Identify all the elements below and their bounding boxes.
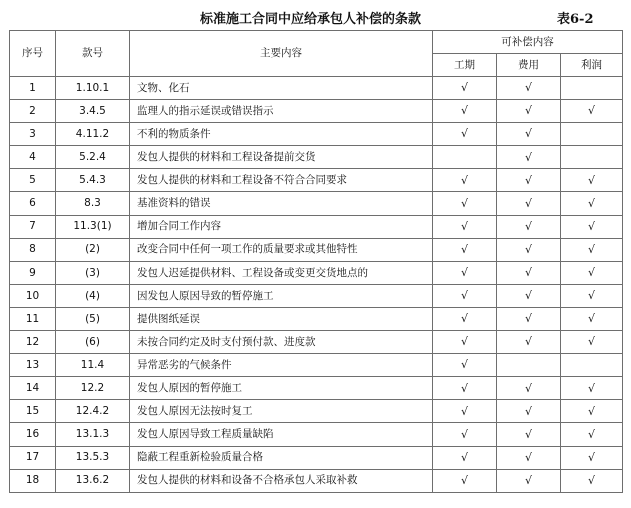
- header-seq: 序号: [10, 31, 56, 77]
- check-mark-icon: √: [588, 242, 596, 256]
- check-mark-icon: √: [524, 404, 532, 418]
- row-clause: 1.10.1: [56, 77, 130, 100]
- row-period-cell: [433, 169, 497, 192]
- check-mark-icon: √: [460, 450, 468, 464]
- check-mark-icon: √: [524, 127, 532, 141]
- row-cost-cell: [497, 238, 561, 261]
- check-mark-icon: √: [460, 242, 468, 256]
- check-mark-icon: √: [524, 173, 532, 187]
- row-period-cell: [433, 469, 497, 492]
- row-seq: 11: [10, 307, 56, 330]
- row-seq: 6: [10, 192, 56, 215]
- row-cost-cell: [497, 146, 561, 169]
- row-cost-cell: [497, 446, 561, 469]
- row-content: 增加合同工作内容: [130, 215, 433, 238]
- row-clause: 5.4.3: [56, 169, 130, 192]
- check-mark-icon: √: [460, 312, 468, 326]
- row-clause: (2): [56, 238, 130, 261]
- row-period-cell: [433, 446, 497, 469]
- row-profit-cell: [561, 377, 623, 400]
- row-clause: (6): [56, 331, 130, 354]
- row-content: 发包人迟延提供材料、工程设备或变更交货地点的: [130, 261, 433, 284]
- check-mark-icon: √: [524, 150, 532, 164]
- row-content: 异常恶劣的气候条件: [130, 354, 433, 377]
- table-row: [10, 77, 623, 100]
- row-period-cell: [433, 377, 497, 400]
- row-period-cell: [433, 307, 497, 330]
- row-seq: 3: [10, 123, 56, 146]
- table-row: [10, 261, 623, 284]
- document-header: [0, 0, 631, 30]
- row-content: 发包人提供的材料和设备不合格承包人采取补救: [130, 469, 433, 492]
- check-mark-icon: √: [588, 473, 596, 487]
- check-mark-icon: √: [460, 81, 468, 95]
- row-content: 隐蔽工程重新检验质量合格: [130, 446, 433, 469]
- row-profit-cell: [561, 169, 623, 192]
- row-content: 发包人提供的材料和工程设备提前交货: [130, 146, 433, 169]
- row-cost-cell: [497, 123, 561, 146]
- check-mark-icon: √: [460, 381, 468, 395]
- row-period-cell: [433, 192, 497, 215]
- table-row: [10, 423, 623, 446]
- row-clause: (4): [56, 284, 130, 307]
- row-content: 发包人原因的暂停施工: [130, 377, 433, 400]
- row-clause: 12.4.2: [56, 400, 130, 423]
- row-content: 改变合同中任何一项工作的质量要求或其他特性: [130, 238, 433, 261]
- document-title: 标准施工合同中应给承包人补偿的条款: [200, 12, 422, 27]
- row-seq: 15: [10, 400, 56, 423]
- check-mark-icon: √: [524, 473, 532, 487]
- row-clause: (5): [56, 307, 130, 330]
- row-seq: 8: [10, 238, 56, 261]
- row-content: 提供图纸延误: [130, 307, 433, 330]
- row-period-cell: [433, 400, 497, 423]
- table-number: 表6-2: [557, 12, 594, 27]
- row-cost-cell: [497, 423, 561, 446]
- table-row: [10, 100, 623, 123]
- row-seq: 4: [10, 146, 56, 169]
- check-mark-icon: √: [460, 104, 468, 118]
- header-profit: 利润: [561, 54, 623, 77]
- row-period-cell: [433, 354, 497, 377]
- check-mark-icon: √: [460, 173, 468, 187]
- row-seq: 7: [10, 215, 56, 238]
- row-seq: 14: [10, 377, 56, 400]
- check-mark-icon: √: [524, 219, 532, 233]
- row-cost-cell: [497, 169, 561, 192]
- table-row: [10, 469, 623, 492]
- row-content: 监理人的指示延误或错误指示: [130, 100, 433, 123]
- row-period-cell: [433, 215, 497, 238]
- row-clause: 8.3: [56, 192, 130, 215]
- table-row: [10, 192, 623, 215]
- table-row: [10, 354, 623, 377]
- table-row: [10, 400, 623, 423]
- row-clause: 11.3(1): [56, 215, 130, 238]
- check-mark-icon: √: [460, 427, 468, 441]
- row-profit-cell: [561, 446, 623, 469]
- header-period: 工期: [433, 54, 497, 77]
- row-clause: 4.11.2: [56, 123, 130, 146]
- row-content: 不利的物质条件: [130, 123, 433, 146]
- check-mark-icon: √: [588, 219, 596, 233]
- row-period-cell: [433, 284, 497, 307]
- row-content: 基准资料的错误: [130, 192, 433, 215]
- row-profit-cell: [561, 469, 623, 492]
- row-cost-cell: [497, 331, 561, 354]
- row-clause: 3.4.5: [56, 100, 130, 123]
- check-mark-icon: √: [460, 404, 468, 418]
- row-cost-cell: [497, 469, 561, 492]
- row-seq: 18: [10, 469, 56, 492]
- row-cost-cell: [497, 215, 561, 238]
- check-mark-icon: √: [588, 196, 596, 210]
- check-mark-icon: √: [588, 427, 596, 441]
- row-cost-cell: [497, 377, 561, 400]
- row-content: 文物、化石: [130, 77, 433, 100]
- check-mark-icon: √: [524, 427, 532, 441]
- check-mark-icon: √: [524, 104, 532, 118]
- row-clause: 13.6.2: [56, 469, 130, 492]
- check-mark-icon: √: [588, 381, 596, 395]
- header-content: 主要内容: [130, 31, 433, 77]
- row-period-cell: [433, 100, 497, 123]
- table-row: [10, 215, 623, 238]
- header-clause: 款号: [56, 31, 130, 77]
- table-row: [10, 307, 623, 330]
- row-profit-cell: [561, 261, 623, 284]
- check-mark-icon: √: [588, 335, 596, 349]
- row-period-cell: [433, 146, 497, 169]
- row-profit-cell: [561, 400, 623, 423]
- row-period-cell: [433, 238, 497, 261]
- row-content: 发包人原因无法按时复工: [130, 400, 433, 423]
- table-row: [10, 377, 623, 400]
- row-seq: 5: [10, 169, 56, 192]
- table-row: [10, 284, 623, 307]
- check-mark-icon: √: [460, 266, 468, 280]
- check-mark-icon: √: [524, 450, 532, 464]
- check-mark-icon: √: [588, 266, 596, 280]
- row-cost-cell: [497, 354, 561, 377]
- row-profit-cell: [561, 146, 623, 169]
- row-profit-cell: [561, 331, 623, 354]
- check-mark-icon: √: [524, 242, 532, 256]
- header-cost: 费用: [497, 54, 561, 77]
- check-mark-icon: √: [588, 312, 596, 326]
- check-mark-icon: √: [524, 381, 532, 395]
- row-cost-cell: [497, 100, 561, 123]
- row-profit-cell: [561, 307, 623, 330]
- row-seq: 10: [10, 284, 56, 307]
- row-cost-cell: [497, 77, 561, 100]
- check-mark-icon: √: [524, 312, 532, 326]
- row-profit-cell: [561, 423, 623, 446]
- row-content: 发包人原因导致工程质量缺陷: [130, 423, 433, 446]
- row-clause: 11.4: [56, 354, 130, 377]
- header-compensable: 可补偿内容: [433, 31, 623, 54]
- header-row: [10, 31, 623, 54]
- row-clause: 13.1.3: [56, 423, 130, 446]
- check-mark-icon: √: [588, 104, 596, 118]
- check-mark-icon: √: [460, 219, 468, 233]
- check-mark-icon: √: [460, 196, 468, 210]
- row-cost-cell: [497, 400, 561, 423]
- row-period-cell: [433, 77, 497, 100]
- row-seq: 17: [10, 446, 56, 469]
- row-seq: 2: [10, 100, 56, 123]
- table-body: [10, 77, 623, 493]
- row-clause: (3): [56, 261, 130, 284]
- check-mark-icon: √: [588, 289, 596, 303]
- row-profit-cell: [561, 284, 623, 307]
- row-profit-cell: [561, 77, 623, 100]
- table-row: [10, 169, 623, 192]
- table-row: [10, 123, 623, 146]
- check-mark-icon: √: [524, 266, 532, 280]
- check-mark-icon: √: [588, 404, 596, 418]
- row-cost-cell: [497, 307, 561, 330]
- check-mark-icon: √: [460, 127, 468, 141]
- row-clause: 5.2.4: [56, 146, 130, 169]
- check-mark-icon: √: [460, 289, 468, 303]
- table-row: [10, 331, 623, 354]
- check-mark-icon: √: [588, 450, 596, 464]
- row-period-cell: [433, 261, 497, 284]
- row-content: 未按合同约定及时支付预付款、进度款: [130, 331, 433, 354]
- check-mark-icon: √: [460, 473, 468, 487]
- table-row: [10, 238, 623, 261]
- table-row: [10, 146, 623, 169]
- row-profit-cell: [561, 123, 623, 146]
- row-profit-cell: [561, 354, 623, 377]
- row-profit-cell: [561, 192, 623, 215]
- row-content: 因发包人原因导致的暂停施工: [130, 284, 433, 307]
- row-cost-cell: [497, 284, 561, 307]
- check-mark-icon: √: [524, 335, 532, 349]
- row-seq: 13: [10, 354, 56, 377]
- check-mark-icon: √: [460, 335, 468, 349]
- row-seq: 12: [10, 331, 56, 354]
- row-period-cell: [433, 331, 497, 354]
- row-content: 发包人提供的材料和工程设备不符合合同要求: [130, 169, 433, 192]
- row-profit-cell: [561, 238, 623, 261]
- row-cost-cell: [497, 192, 561, 215]
- row-seq: 9: [10, 261, 56, 284]
- compensation-clauses-table: [9, 30, 623, 493]
- row-clause: 12.2: [56, 377, 130, 400]
- row-period-cell: [433, 423, 497, 446]
- row-profit-cell: [561, 215, 623, 238]
- check-mark-icon: √: [460, 358, 468, 372]
- check-mark-icon: √: [588, 173, 596, 187]
- row-cost-cell: [497, 261, 561, 284]
- row-seq: 16: [10, 423, 56, 446]
- check-mark-icon: √: [524, 289, 532, 303]
- row-profit-cell: [561, 100, 623, 123]
- row-period-cell: [433, 123, 497, 146]
- check-mark-icon: √: [524, 81, 532, 95]
- table-row: [10, 446, 623, 469]
- check-mark-icon: √: [524, 196, 532, 210]
- row-clause: 13.5.3: [56, 446, 130, 469]
- row-seq: 1: [10, 77, 56, 100]
